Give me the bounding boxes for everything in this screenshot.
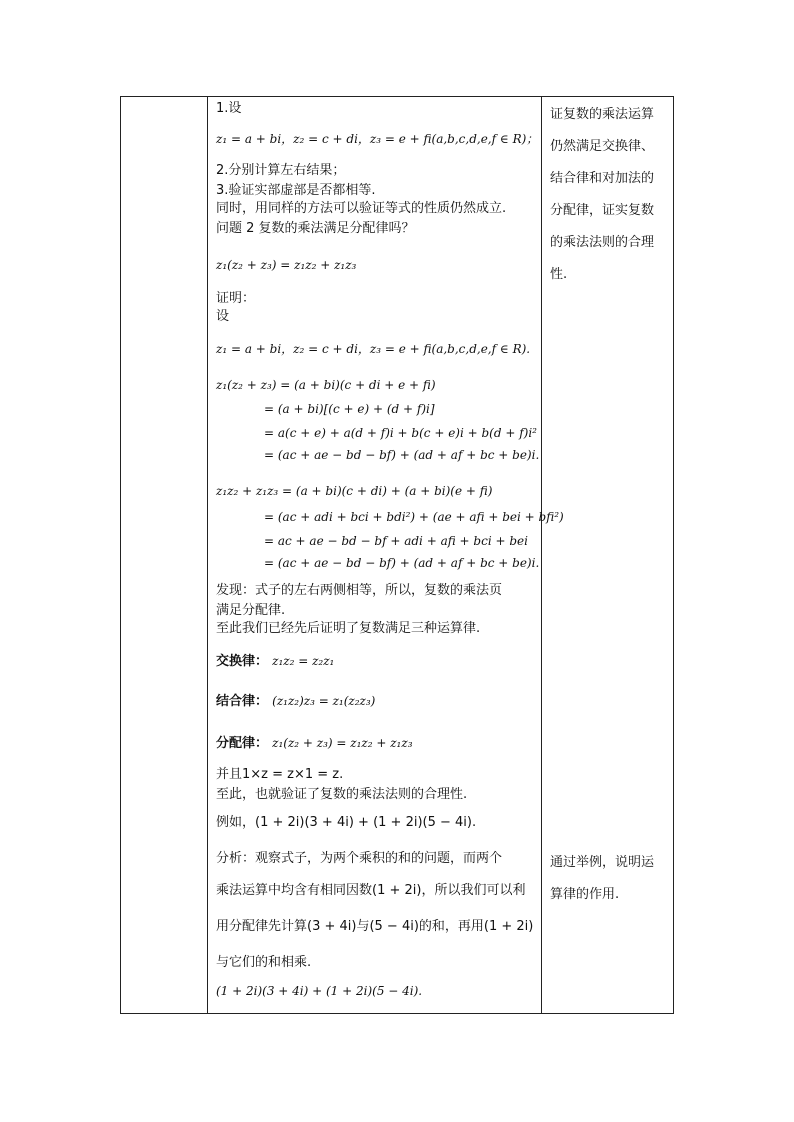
design-intent-cell (542, 97, 675, 1013)
commutative-law (216, 653, 334, 670)
step-2-text: 2.分别计算左右结果； (216, 163, 346, 178)
analysis-line-4: 与它们的和相乘. (216, 955, 312, 970)
rhs-expansion-3: = ac + ae − bd − bf + adi + afi + bci + bei (264, 534, 528, 548)
lhs-expansion-2: = (a + bi)[(c + e) + (d + f)i] (264, 402, 435, 416)
step-3-text: 3.验证实部虚部是否都相等. (216, 183, 376, 198)
commutative-label: 交换律： (216, 654, 269, 669)
rhs-expansion-1: z₁z₂ + z₁z₃ = (a + bi)(c + di) + (a + bi)(e + fi) (216, 484, 493, 498)
step-1-text: 1.设 (216, 101, 242, 116)
identity-text: 并且1×z = z×1 = z. (216, 767, 344, 782)
rhs-expansion-2: = (ac + adi + bci + bdi²) + (ae + afi + bei + bfi²) (264, 510, 564, 524)
proof-label: 证明： (216, 291, 256, 306)
analysis-line-2: 乘法运算中均含有相同因数(1 + 2i)，所以我们可以利 (216, 883, 526, 898)
associative-law (216, 693, 375, 710)
design-note-1: 证复数的乘法运算 仍然满足交换律、 结合律和对加法的 分配律，证实复数 的乘法法则的合理 性. (550, 107, 655, 282)
design-note-2: 通过举例，说明运 算律的作用. (550, 855, 655, 902)
teaching-content-cell (208, 97, 564, 1013)
distributive-formula: z₁(z₂ + z₃) = z₁z₂ + z₁z₃ (216, 258, 357, 272)
example-expression: (1 + 2i)(3 + 4i) + (1 + 2i)(5 − 4i). (216, 984, 423, 998)
lhs-expansion-3: = a(c + e) + a(d + f)i + b(c + e)i + b(d + f)i² (264, 426, 537, 440)
associative-label: 结合律： (216, 694, 269, 709)
associative-formula: (z₁z₂)z₃ = z₁(z₂z₃) (272, 694, 376, 708)
finding-text-cont: 满足分配律. (216, 603, 286, 618)
summary-text: 至此我们已经先后证明了复数满足三种运算律. (216, 621, 481, 636)
conclusion-text: 至此，也就验证了复数的乘法法则的合理性. (216, 787, 468, 802)
lhs-expansion-1: z₁(z₂ + z₃) = (a + bi)(c + di + e + fi) (216, 378, 436, 392)
example-text: 例如，(1 + 2i)(3 + 4i) + (1 + 2i)(5 − 4i). (216, 815, 477, 830)
commutative-formula: z₁z₂ = z₂z₁ (272, 654, 335, 668)
rhs-expansion-4: = (ac + ae − bd − bf) + (ad + af + bc + be)i. (264, 556, 540, 570)
definition-formula-2: z₁ = a + bi，z₂ = c + di，z₃ = e + fi(a,b,c,d,e,f ∈ R). (216, 342, 531, 356)
distributive-label: 分配律： (216, 736, 269, 751)
definition-formula: z₁ = a + bi，z₂ = c + di，z₃ = e + fi(a,b,c,d,e,f ∈ R)； (216, 132, 539, 146)
lhs-expansion-4: = (ac + ae − bd − bf) + (ad + af + bc + be)i. (264, 448, 540, 462)
analysis-line-3: 用分配律先计算(3 + 4i)与(5 − 4i)的和，再用(1 + 2i) (216, 919, 534, 934)
note-text: 同时，用同样的方法可以验证等式的性质仍然成立. (216, 201, 507, 216)
distributive-law-formula: z₁(z₂ + z₃) = z₁z₂ + z₁z₃ (272, 736, 413, 750)
question-2-text: 问题 2 复数的乘法满足分配律吗？ (216, 221, 415, 236)
lesson-table (120, 96, 674, 1014)
finding-text: 发现：式子的左右两侧相等，所以，复数的乘法页 (216, 583, 503, 598)
analysis-line-1: 分析：观察式子，为两个乘积的和的问题，而两个 (216, 851, 503, 866)
distributive-law (216, 735, 413, 752)
let-text: 设 (216, 309, 230, 324)
